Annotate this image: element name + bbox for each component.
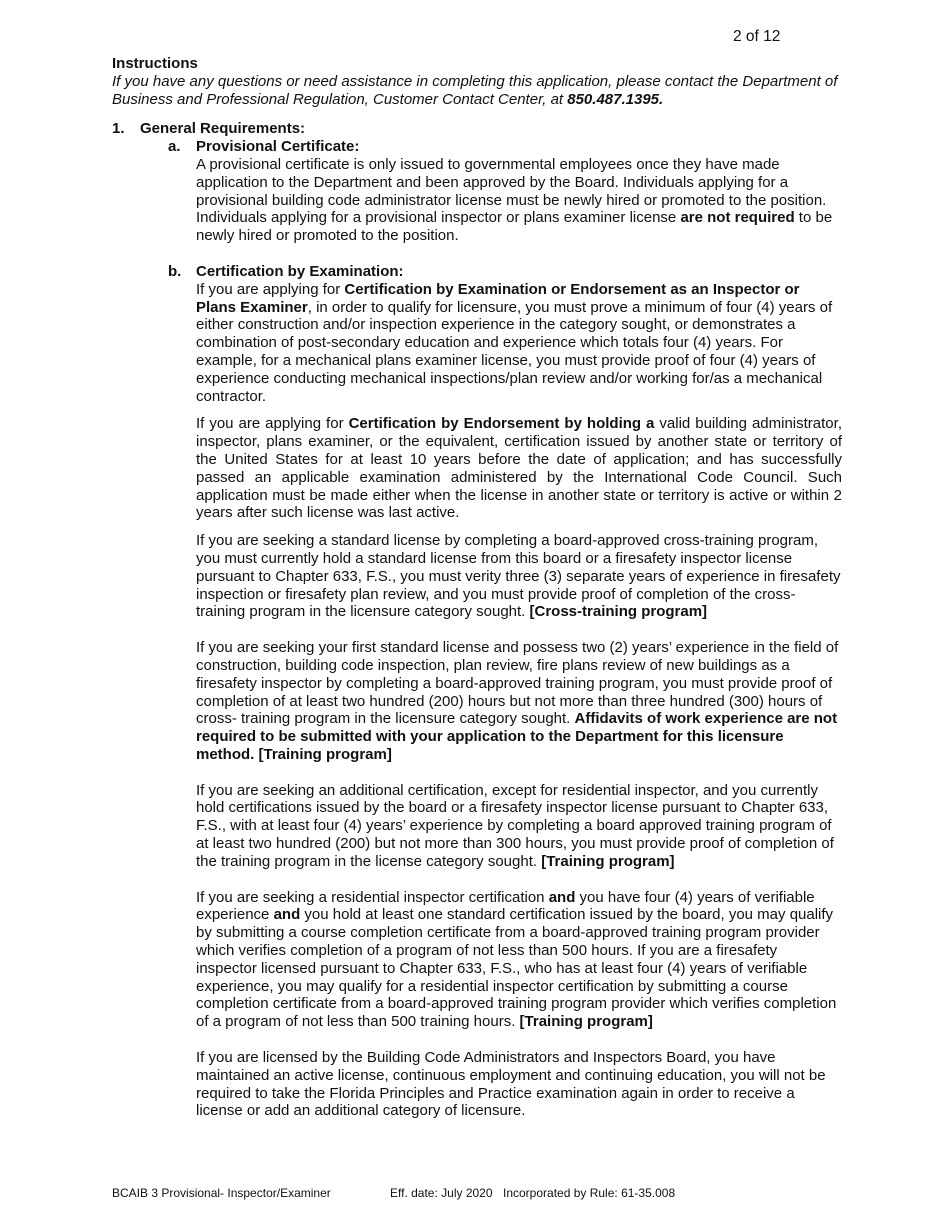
paragraph-bold: [Training program]: [541, 852, 675, 870]
endorsement-paragraph: [196, 415, 842, 522]
subsection-b-heading: [168, 263, 842, 281]
paragraph-bold: [Cross-training program]: [529, 603, 708, 621]
subsection-a-title: Provisional Certificate:: [196, 138, 360, 156]
paragraph-text: If you are seeking a residential inspector certification: [196, 888, 549, 906]
paragraph-text: If you are applying for: [196, 415, 349, 433]
examination-paragraph: [196, 281, 842, 406]
instructions-intro: [112, 73, 842, 109]
additional-certification-paragraph: [196, 782, 842, 871]
paragraph-text: If you are seeking an additional certification, except for residential inspector, and you currently hold certifications issued by the board or a firesafety inspector license pursuant to Chapter 633, F.S., with at least four (4) years’ experience by completing a board approved training program of at least two hundred (200) but not more than 300 hours, you must provide proof of completion of the training program in the license category sought.: [196, 781, 834, 870]
paragraph-text: to be newly hired or promoted to the position.: [196, 209, 833, 245]
paragraph-bold: and: [548, 888, 576, 906]
document-body: [112, 55, 842, 1120]
footer-form-name: BCAIB 3 Provisional- Inspector/Examiner: [112, 1186, 331, 1200]
subsection-a-heading: [168, 138, 842, 156]
paragraph-text: If you are seeking a standard license by completing a board-approved cross-training program, you must currently hold a standard license from this board or a firesafety inspector license pursuant to Chapter 633, F.S., you must verity three (3) separate years of experience in firesafety inspection or firesafety plan review, and you must provide proof of completion of the cross-training program in the licensure category sought.: [196, 532, 841, 621]
cross-training-paragraph: [196, 532, 842, 621]
subsection-b-letter: b.: [168, 262, 182, 280]
paragraph-text: A provisional certificate is only issued to governmental employees once they have made application to the Department and been approved by the Board. Individuals applying for a provisional building code administrator license must be newly hired or promoted to the position. Individuals applying for a provisional inspector or plans examiner license: [196, 155, 827, 227]
page-footer: [112, 1186, 675, 1200]
section-title: General Requirements:: [140, 120, 306, 138]
existing-licensee-paragraph: [196, 1049, 842, 1120]
paragraph-text: , in order to qualify for licensure, you must prove a minimum of four (4) years of either construction and/or inspection experience in the category sought, or demonstrates a combination of post-secondary education and experience which totals four (4) years. For example, for a mechanical plans examiner license, you must provide proof of four (4) years of experience conducting mechanical inspections/plan review and/or working for/as a mechanical contractor.: [196, 298, 833, 405]
paragraph-bold: Certification by Examination or Endorsement as an Inspector or Plans Examiner: [196, 280, 800, 316]
paragraph-bold: Affidavits of work experience are not required to be submitted with your application to the Department for this licensure method. [Training program]: [196, 710, 838, 763]
footer-effective-date: Eff. date: July 2020: [390, 1186, 493, 1200]
paragraph-text: If you are applying for: [196, 280, 345, 298]
subsection-a-letter: a.: [168, 138, 181, 156]
paragraph-bold: Certification by Endorsement by holding a: [348, 415, 655, 433]
contact-phone: 850.487.1395.: [567, 90, 664, 108]
paragraph-text: you hold at least one standard certification issued by the board, you may qualify by submitting a course completion certificate from a board-approved training program provider which verifies completion of a program of not less than 500 hours. If you are a firesafety inspector licensed pursuant to Chapter 633, F.S., who has at least four (4) years of verifiable experience, you may qualify for a residential inspector certification by submitting a course completion certificate from a board-approved training program provider which verifies completion of a program of not less than 500 training hours.: [196, 906, 837, 1031]
provisional-paragraph: [196, 156, 842, 245]
intro-text: If you have any questions or need assistance in completing this application, please contact the Department of Business and Professional Regulation, Customer Contact Center, at: [112, 72, 838, 108]
section-general-requirements: [112, 120, 842, 138]
paragraph-bold: and: [273, 906, 301, 924]
page-number: 2 of 12: [733, 28, 781, 45]
paragraph-bold: [Training program]: [519, 1013, 653, 1031]
paragraph-text: If you are seeking your first standard license and possess two (2) years’ experience in the field of construction, building code inspection, plan review, fire plans review of new buildings as a firesafety inspector by completing a board-approved training program, you must provide proof of completion of at least two hundred (200) hours but not more than three hundred (300) hours of cross- training program in the licensure category sought.: [196, 639, 839, 728]
section-number: 1.: [112, 120, 125, 138]
paragraph-text: valid building administrator, inspector, plans examiner, or the equivalent, certification issued by another state or territory of the United States for at least 10 years before the date of application; and has successfully passed an applicable examination administered by the International Code Council. Such application must be made either when the license in another state or territory is active or within 2 years after such license was last active.: [196, 415, 842, 522]
subsection-b-title: Certification by Examination:: [196, 262, 404, 280]
instructions-heading: Instructions: [112, 55, 198, 72]
paragraph-text: you have four (4) years of verifiable experience: [196, 888, 815, 924]
first-standard-license-paragraph: [196, 639, 842, 764]
paragraph-text: If you are licensed by the Building Code Administrators and Inspectors Board, you have maintained an active license, continuous employment and continuing education, you will not be required to take the Florida Principles and Practice examination again in order to receive a license or add an additional category of licensure.: [196, 1049, 826, 1120]
paragraph-bold: are not required: [680, 209, 795, 227]
residential-inspector-paragraph: [196, 889, 842, 1031]
footer-rule: Incorporated by Rule: 61-35.008: [503, 1186, 676, 1200]
